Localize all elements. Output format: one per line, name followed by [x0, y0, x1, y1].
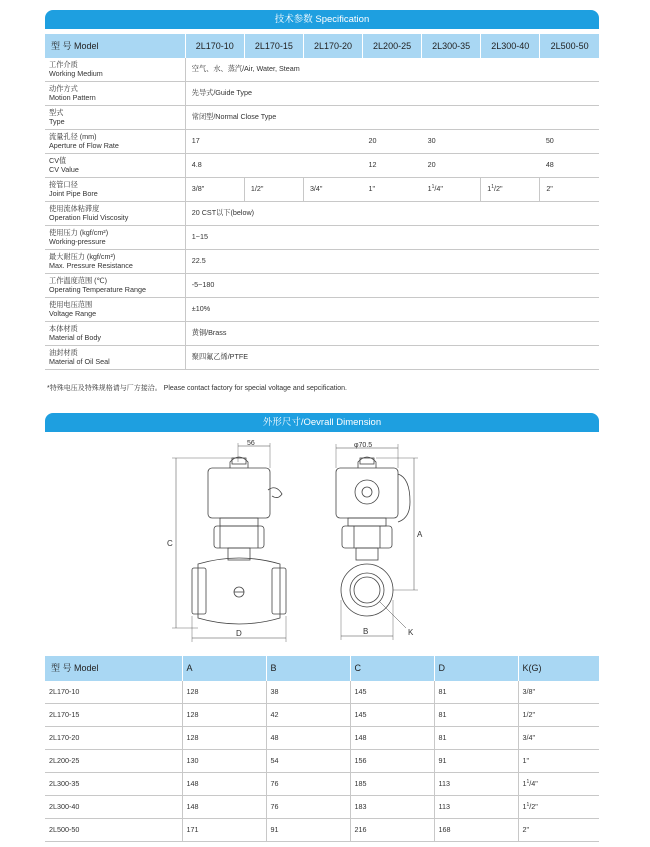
cell-d: 81 [434, 727, 518, 750]
cell-d: 113 [434, 773, 518, 796]
dimension-title: 外形尺寸/Oevrall Dimension [262, 417, 382, 428]
cell-d: 81 [434, 704, 518, 727]
cell-d: 91 [434, 750, 518, 773]
model-col-2: 2L170-15 [244, 34, 303, 58]
spec-row-type [45, 106, 599, 130]
cell-c: 183 [350, 796, 434, 819]
cell-k: 3/8" [518, 681, 599, 704]
cv-value-4: 12 [363, 154, 422, 178]
cell-a: 128 [182, 681, 266, 704]
cell-b: 42 [266, 704, 350, 727]
row-value: 空气、水、蒸汽/Air, Water, Steam [185, 58, 599, 82]
row-label: 动作方式 Motion Pattern [45, 82, 185, 106]
row-label: 使用电压范围 Voltage Range [45, 298, 185, 322]
row-value: 黄铜/Brass [185, 322, 599, 346]
dim-header-c: C [350, 656, 434, 681]
row-label: 流量孔径 (mm) Aperture of Flow Rate [45, 130, 185, 154]
dim-label-k: K [408, 628, 414, 637]
spec-table [45, 34, 599, 370]
cell-d: 113 [434, 796, 518, 819]
dimension-table [45, 656, 599, 842]
bore-value-2: 1/2" [244, 178, 303, 202]
dim-label-b: B [363, 627, 369, 636]
cell-model: 2L300-40 [45, 796, 182, 819]
model-col-6: 2L300-40 [481, 34, 540, 58]
valve-dimension-drawing [150, 440, 440, 645]
cell-model: 2L170-10 [45, 681, 182, 704]
spec-row-motion [45, 82, 599, 106]
spec-row-body [45, 322, 599, 346]
cell-a: 128 [182, 704, 266, 727]
row-label: 工作介质 Working Medium [45, 58, 185, 82]
row-label: 使用流体粘滞度 Operation Fluid Viscosity [45, 202, 185, 226]
row-label: 接管口径 Joint Pipe Bore [45, 178, 185, 202]
cell-k: 1" [518, 750, 599, 773]
table-row [45, 819, 599, 842]
cv-value-5: 20 [422, 154, 540, 178]
cell-b: 54 [266, 750, 350, 773]
spec-row-medium [45, 58, 599, 82]
row-value: 22.5 [185, 250, 599, 274]
cell-a: 128 [182, 727, 266, 750]
cell-c: 216 [350, 819, 434, 842]
row-label: 最大耐压力 (kgf/cm²) Max. Pressure Resistance [45, 250, 185, 274]
dim-header-model: 型 号 Model [45, 656, 182, 681]
spec-row-temperature [45, 274, 599, 298]
row-label: 工作温度范围 (℃) Operating Temperature Range [45, 274, 185, 298]
dim-label-top-left: 56 [247, 440, 255, 447]
bore-value-6: $1^1/2$" [481, 178, 540, 202]
table-row [45, 750, 599, 773]
aperture-value-5: 30 [422, 130, 540, 154]
spec-row-pressure [45, 226, 599, 250]
dim-label-d: D [236, 629, 242, 638]
spec-row-viscosity [45, 202, 599, 226]
row-value: 聚四氟乙烯/PTFE [185, 346, 599, 370]
aperture-value-1: 17 [185, 130, 362, 154]
cell-c: 145 [350, 704, 434, 727]
dimension-title-band [45, 413, 599, 432]
row-value: 20 CST以下(below) [185, 202, 599, 226]
row-label: 油封材质 Material of Oil Seal [45, 346, 185, 370]
dim-header-b: B [266, 656, 350, 681]
model-col-3: 2L170-20 [303, 34, 362, 58]
cell-d: 168 [434, 819, 518, 842]
row-label: 使用压力 (kgf/cm²) Working-pressure [45, 226, 185, 250]
cell-k: 1/2" [518, 704, 599, 727]
row-label: CV值 CV Value [45, 154, 185, 178]
row-label: 本体材质 Material of Body [45, 322, 185, 346]
table-row [45, 681, 599, 704]
spec-row-cv [45, 154, 599, 178]
bore-value-3: 3/4" [303, 178, 362, 202]
row-value: -5~180 [185, 274, 599, 298]
cell-c: 148 [350, 727, 434, 750]
dim-label-a: A [417, 530, 423, 539]
spec-row-max-pressure [45, 250, 599, 274]
table-row [45, 773, 599, 796]
cell-b: 38 [266, 681, 350, 704]
cv-value-1: 4.8 [185, 154, 362, 178]
dim-header-d: D [434, 656, 518, 681]
spec-row-seal [45, 346, 599, 370]
dim-label-c: C [167, 539, 173, 548]
model-col-4: 2L200-25 [363, 34, 422, 58]
valve-side-view [336, 444, 418, 640]
aperture-value-4: 20 [363, 130, 422, 154]
bore-value-4: 1" [363, 178, 422, 202]
cell-k: 2" [518, 819, 599, 842]
cell-a: 171 [182, 819, 266, 842]
model-col-7: 2L500-50 [540, 34, 599, 58]
cell-b: 76 [266, 773, 350, 796]
valve-front-view [172, 443, 286, 642]
cell-d: 81 [434, 681, 518, 704]
row-value: ±10% [185, 298, 599, 322]
table-row [45, 796, 599, 819]
cell-k: $1^1/2$" [518, 796, 599, 819]
table-row [45, 727, 599, 750]
dim-header-a: A [182, 656, 266, 681]
bore-value-5: $1^1/4$" [422, 178, 481, 202]
cell-model: 2L200-25 [45, 750, 182, 773]
cell-a: 148 [182, 773, 266, 796]
cell-k: $1^1/4$" [518, 773, 599, 796]
spec-row-aperture [45, 130, 599, 154]
spec-title: 技术参数 Specification [274, 14, 370, 25]
cell-k: 3/4" [518, 727, 599, 750]
cell-c: 145 [350, 681, 434, 704]
spec-row-voltage [45, 298, 599, 322]
row-value: 1~15 [185, 226, 599, 250]
bore-value-1: 3/8" [185, 178, 244, 202]
cell-c: 156 [350, 750, 434, 773]
row-value: 常闭型/Normal Close Type [185, 106, 599, 130]
cell-model: 2L500-50 [45, 819, 182, 842]
cell-b: 48 [266, 727, 350, 750]
spec-header-label: 型 号 Model [45, 34, 185, 58]
row-value: 先导式/Guide Type [185, 82, 599, 106]
table-row [45, 704, 599, 727]
dim-label-top-right: φ70.5 [354, 442, 373, 449]
spec-row-bore [45, 178, 599, 202]
cell-model: 2L170-20 [45, 727, 182, 750]
cell-a: 130 [182, 750, 266, 773]
model-col-5: 2L300-35 [422, 34, 481, 58]
bore-value-7: 2" [540, 178, 599, 202]
cell-a: 148 [182, 796, 266, 819]
spec-title-band [45, 10, 599, 29]
cell-model: 2L170-15 [45, 704, 182, 727]
cv-value-7: 48 [540, 154, 599, 178]
cell-b: 76 [266, 796, 350, 819]
cell-c: 185 [350, 773, 434, 796]
spec-header-row [45, 34, 599, 58]
cell-model: 2L300-35 [45, 773, 182, 796]
row-label: 型式 Type [45, 106, 185, 130]
model-col-1: 2L170-10 [185, 34, 244, 58]
cell-b: 91 [266, 819, 350, 842]
dimension-header-row [45, 656, 599, 681]
spec-note: *特殊电压及特殊规格请与厂方接洽。 Please contact factory for special voltage and sepcification. [47, 385, 347, 392]
dim-header-k: K(G) [518, 656, 599, 681]
aperture-value-7: 50 [540, 130, 599, 154]
